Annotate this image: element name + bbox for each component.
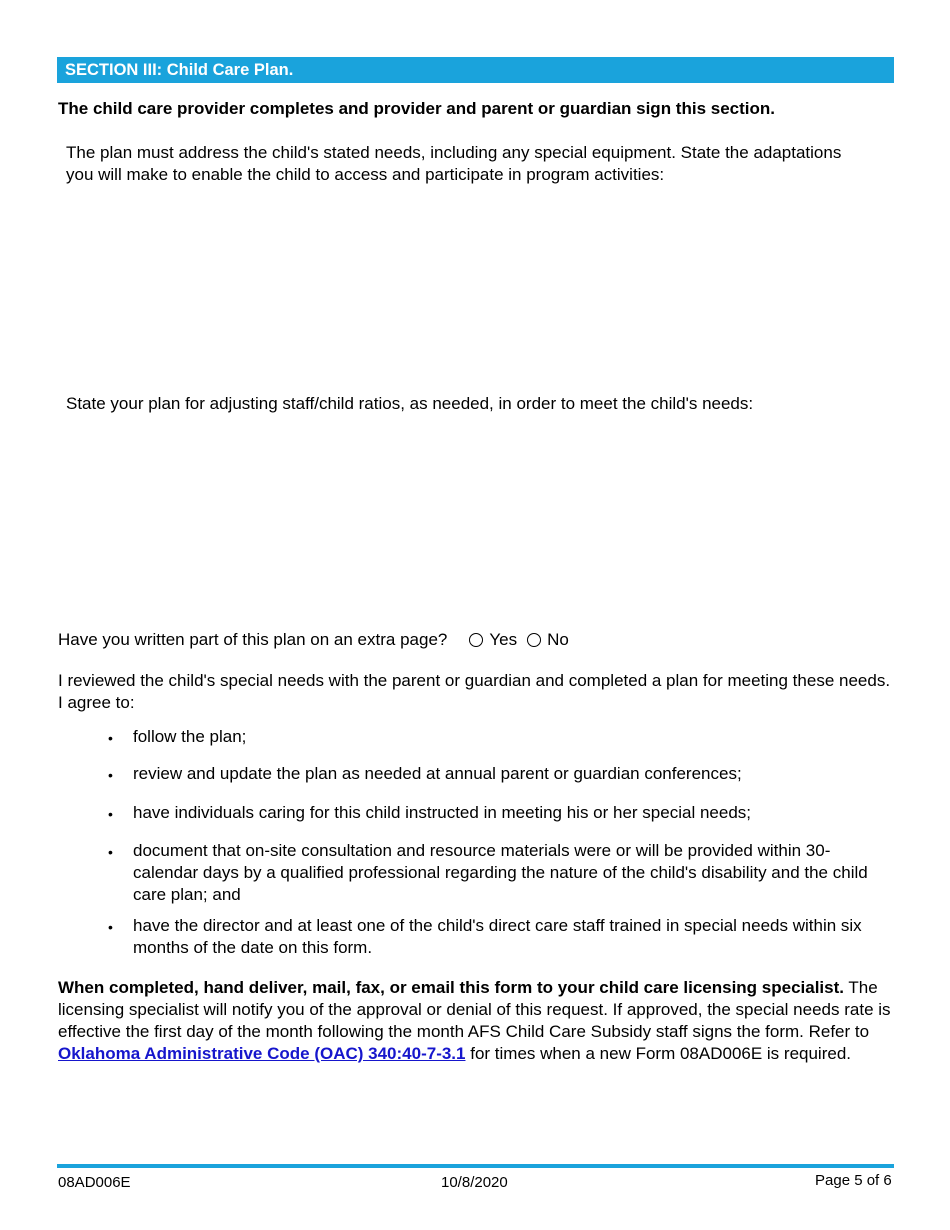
footer-form-number: 08AD006E [58, 1174, 131, 1191]
list-item-text: have individuals caring for this child instructed in meeting his or her special needs; [133, 803, 751, 822]
bullet-icon: • [108, 919, 113, 935]
ratios-prompt: State your plan for adjusting staff/child ratios, as needed, in order to meet the child's needs: [66, 394, 754, 413]
yes-label: Yes [489, 630, 518, 649]
extra-page-radio-group [469, 628, 578, 652]
extra-page-yes-radio[interactable] [469, 628, 517, 652]
radio-circle-icon [469, 633, 483, 647]
bullet-icon: • [108, 730, 113, 746]
footer-date: 10/8/2020 [441, 1174, 508, 1191]
footer-divider [57, 1164, 894, 1168]
footer-page-number: Page 5 of 6 [815, 1172, 892, 1189]
extra-page-question-row [58, 628, 579, 652]
closing-body: The licensing specialist will notify you of the approval or denial of this request. If approved, the special needs rate is effective the first day of the month following the month AFS Child Care Subsidy staff signs the form. Refer to [58, 978, 891, 1041]
list-item-text: have the director and at least one of the child's direct care staff trained in special needs within six months of the date on this form. [133, 916, 862, 957]
list-item [108, 726, 893, 748]
closing-bold-lead: When completed, hand deliver, mail, fax, or email this form to your child care licensing specialist. [58, 978, 844, 997]
list-item [108, 763, 893, 785]
ratios-answer-field[interactable] [66, 420, 886, 620]
closing-tail: for times when a new Form 08AD006E is required. [465, 1044, 852, 1063]
closing-paragraph [58, 977, 896, 1065]
list-item-text: follow the plan; [133, 727, 247, 746]
section-header: SECTION III: Child Care Plan. [57, 57, 894, 83]
extra-page-question: Have you written part of this plan on an extra page? [58, 630, 448, 649]
adaptations-prompt: The plan must address the child's stated needs, including any special equipment. State the adaptations you will make to enable the child to access and participate in program activities: [66, 143, 842, 184]
section-instruction: The child care provider completes and provider and parent or guardian sign this section. [58, 99, 775, 118]
review-statement: I reviewed the child's special needs with the parent or guardian and completed a plan for meeting these needs. I agree to: [58, 671, 891, 712]
no-label: No [547, 630, 569, 649]
list-item [108, 915, 893, 959]
oac-link[interactable]: Oklahoma Administrative Code (OAC) 340:40-7-3.1 [58, 1044, 466, 1063]
extra-page-no-radio[interactable] [527, 628, 569, 652]
bullet-icon: • [108, 767, 113, 783]
bullet-icon: • [108, 844, 113, 860]
bullet-icon: • [108, 806, 113, 822]
list-item-text: document that on-site consultation and resource materials were or will be provided within 30-calendar days by a qualified professional regarding the nature of the child's disability and the child care plan; and [133, 841, 868, 904]
list-item [108, 840, 893, 906]
list-item-text: review and update the plan as needed at annual parent or guardian conferences; [133, 764, 742, 783]
adaptations-answer-field[interactable] [66, 192, 886, 382]
radio-circle-icon [527, 633, 541, 647]
list-item [108, 802, 893, 824]
